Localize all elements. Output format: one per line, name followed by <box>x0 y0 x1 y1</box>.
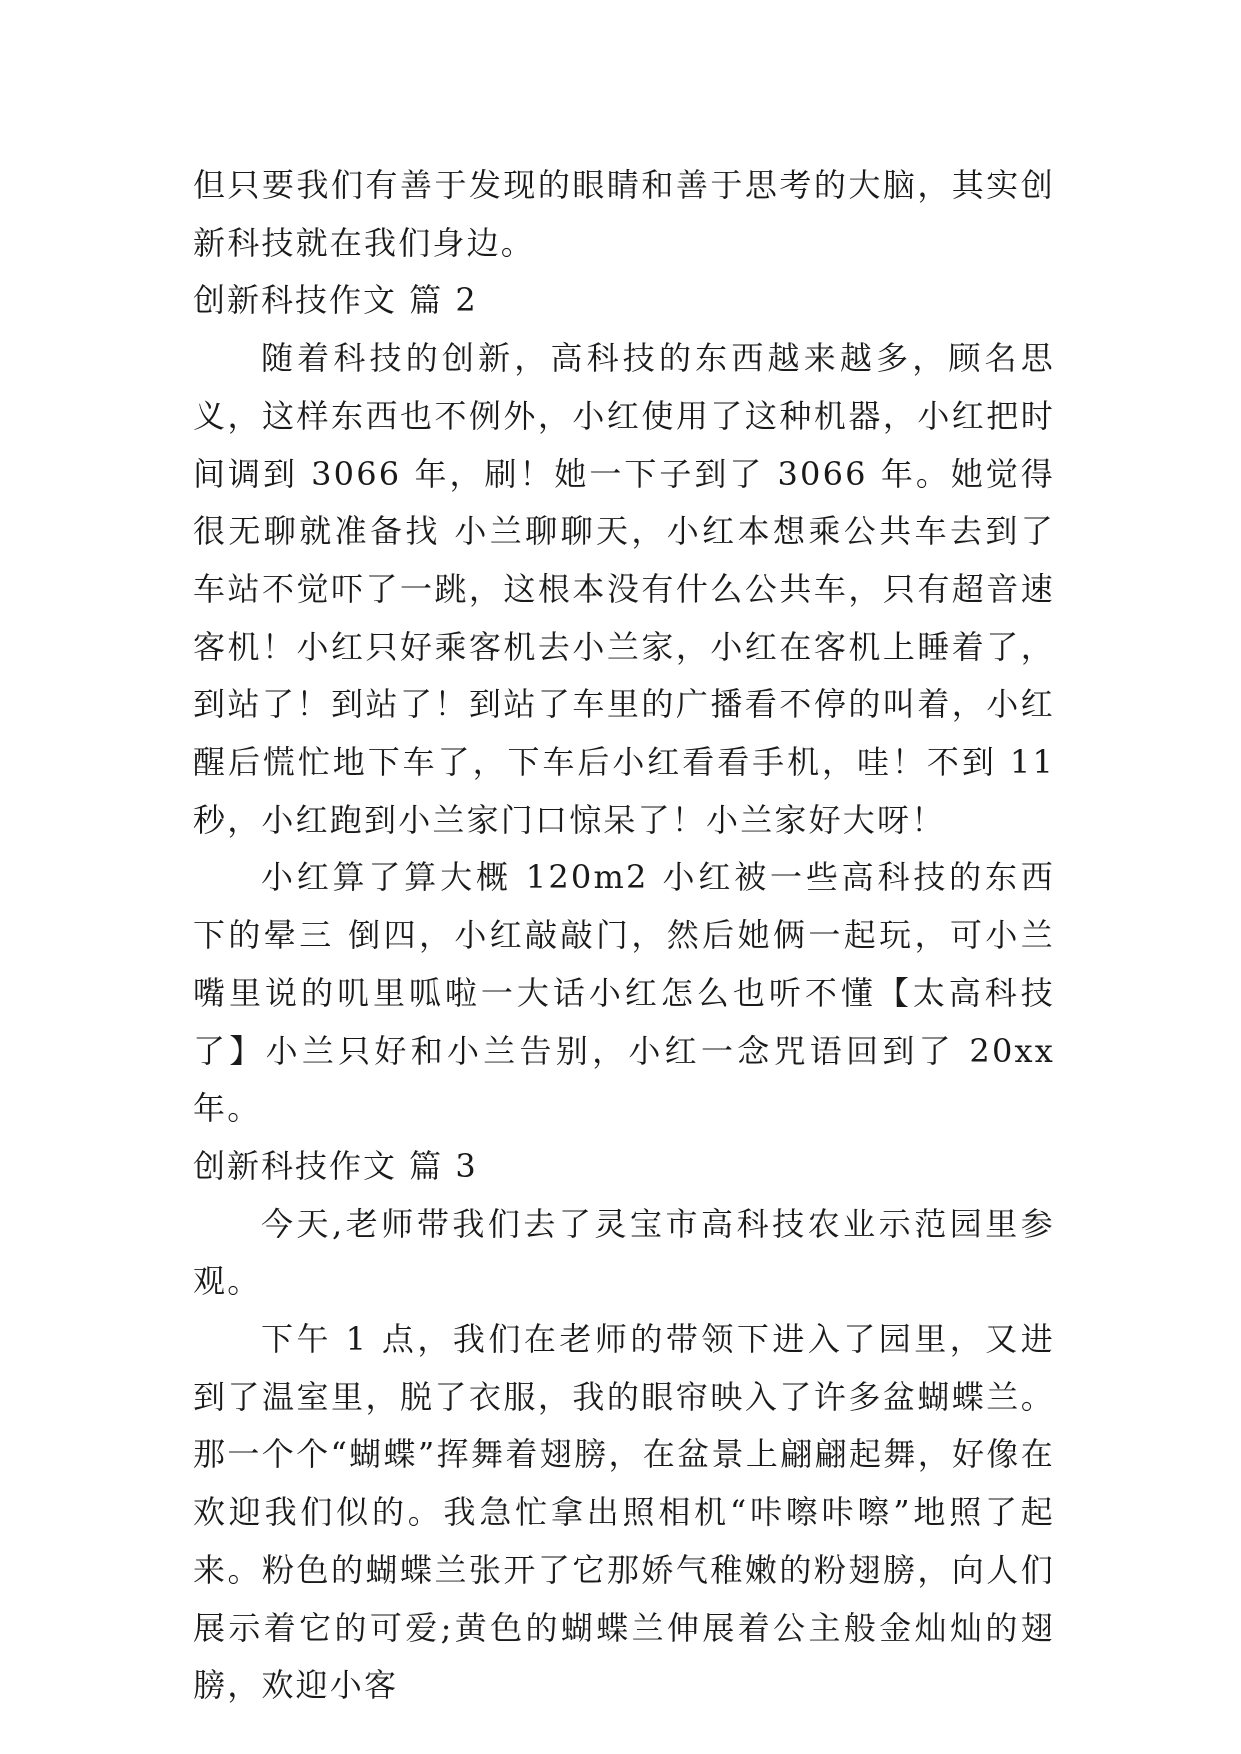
paragraph-intro-continuation: 但只要我们有善于发现的眼睛和善于思考的大脑，其实创新科技就在我们身边。 <box>193 166 1055 262</box>
paragraph-butterfly-orchids: 下午 1 点，我们在老师的带领下进入了园里，又进到了温室里，脱了衣服，我的眼帘映入了许多盆蝴蝶兰。那一个个“蝴蝶”挥舞着翅膀，在盆景上翩翩起舞，好像在欢迎我们似的。我急忙拿出照相机“咔嚓咔嚓”地照了起来。粉色的蝴蝶兰张开了它那娇气稚嫩的粉翅膀，向人们展示着它的可爱;黄色的蝴蝶兰伸展着公主般金灿灿的翅膀，欢迎小客 <box>193 1320 1055 1705</box>
paragraph-time-machine: 随着科技的创新，高科技的东西越来越多，顾名思义，这样东西也不例外，小红使用了这种机器，小红把时间调到 3066 年，刷！她一下子到了 3066 年。她觉得很无聊就准备找 小兰聊聊天，小红本想乘公共车去到了车站不觉吓了一跳，这根本没有什么公共车，只有超音速客机！小红只好乘客机去小兰家，小红在客机上睡着了，到站了！到站了！到站了车里的广播看不停的叫着，小红醒后慌忙地下车了，下车后小红看看手机，哇！不到 11 秒，小红跑到小兰家门口惊呆了！小兰家好大呀！ <box>193 339 1055 839</box>
document-page <box>193 157 1055 1715</box>
paragraph-visit-intro: 今天,老师带我们去了灵宝市高科技农业示范园里参观。 <box>193 1204 1055 1301</box>
section-heading-3: 创新科技作文 篇 3 <box>193 1146 478 1185</box>
paragraph-xiaolan-house: 小红算了算大概 120m2 小红被一些高科技的东西下的晕三 倒四，小红敲敲门，然后她俩一起玩，可小兰嘴里说的叽里呱啦一大话小红怎么也听不懂【太高科技了】小兰只好和小兰告别，小红一念咒语回到了 20xx 年。 <box>193 858 1055 1128</box>
section-heading-2: 创新科技作文 篇 2 <box>193 281 478 320</box>
